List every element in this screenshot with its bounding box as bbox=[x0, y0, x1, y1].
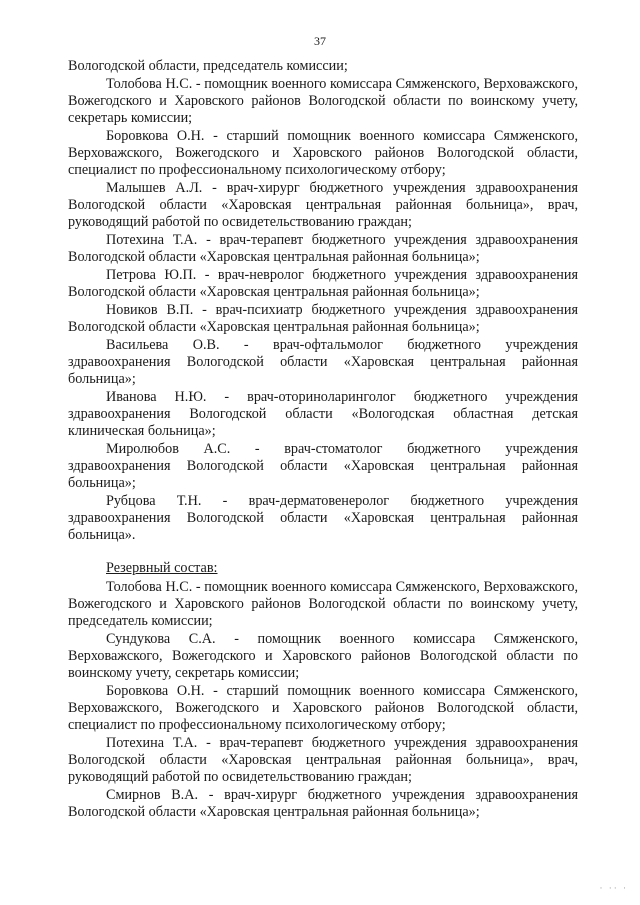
member-entry: Иванова Н.Ю. - врач-оториноларинголог бюджетного учреждения здравоохранения Вологодской области «Вологодская областная детская клиническая больница»; bbox=[68, 389, 578, 439]
member-entry: Боровкова О.Н. - старший помощник военного комиссара Сямженского, Верховажского, Вожегодского и Харовского районов Вологодской области, специалист по профессиональному психологическому отбору; bbox=[68, 128, 578, 178]
member-entry: Миролюбов А.С. - врач-стоматолог бюджетного учреждения здравоохранения Вологодской области «Харовская центральная районная больница»; bbox=[68, 441, 578, 491]
reserve-member-entry: Боровкова О.Н. - старший помощник военного комиссара Сямженского, Верховажского, Вожегодского и Харовского районов Вологодской области, специалист по профессиональному психологическому отбору; bbox=[68, 683, 578, 733]
reserve-member-entry: Смирнов В.А. - врач-хирург бюджетного учреждения здравоохранения Вологодской области «Харовская центральная районная больница»; bbox=[68, 787, 578, 820]
member-entry: Потехина Т.А. - врач-терапевт бюджетного учреждения здравоохранения Вологодской области «Харовская центральная районная больница»; bbox=[68, 232, 578, 265]
member-entry: Малышев А.Л. - врач-хирург бюджетного учреждения здравоохранения Вологодской области «Харовская центральная районная больница», врач, руководящий работой по освидетельствованию граждан; bbox=[68, 180, 578, 230]
paragraph-continuation: Вологодской области, председатель комиссии; bbox=[68, 58, 348, 74]
reserve-member-entry: Толобова Н.С. - помощник военного комиссара Сямженского, Верховажского, Вожегодского и Харовского районов Вологодской области по воинскому учету, председатель комиссии; bbox=[68, 579, 578, 629]
page-number: 37 bbox=[314, 34, 326, 48]
member-entry: Васильева О.В. - врач-офтальмолог бюджетного учреждения здравоохранения Вологодской области «Харовская центральная районная больница»; bbox=[68, 337, 578, 387]
reserve-member-entry: Сундукова С.А. - помощник военного комиссара Сямженского, Верховажского, Вожегодского и Харовского районов Вологодской области по воинскому учету, секретарь комиссии; bbox=[68, 631, 578, 681]
reserve-member-entry: Потехина Т.А. - врач-терапевт бюджетного учреждения здравоохранения Вологодской области «Харовская центральная районная больница», врач, руководящий работой по освидетельствованию граждан; bbox=[68, 735, 578, 785]
member-entry: Новиков В.П. - врач-психиатр бюджетного учреждения здравоохранения Вологодской области «Харовская центральная районная больница»; bbox=[68, 302, 578, 335]
scan-artifact: · ·· · bbox=[599, 883, 628, 893]
member-entry: Петрова Ю.П. - врач-невролог бюджетного учреждения здравоохранения Вологодской области «Харовская центральная районная больница»; bbox=[68, 267, 578, 300]
reserve-heading: Резервный состав: bbox=[106, 560, 218, 576]
member-entry: Рубцова Т.Н. - врач-дерматовенеролог бюджетного учреждения здравоохранения Вологодской области «Харовская центральная районная больница». bbox=[68, 493, 578, 543]
document-body bbox=[68, 58, 578, 822]
member-entry: Толобова Н.С. - помощник военного комиссара Сямженского, Верховажского, Вожегодского и Харовского районов Вологодской области по воинскому учету, секретарь комиссии; bbox=[68, 76, 578, 126]
